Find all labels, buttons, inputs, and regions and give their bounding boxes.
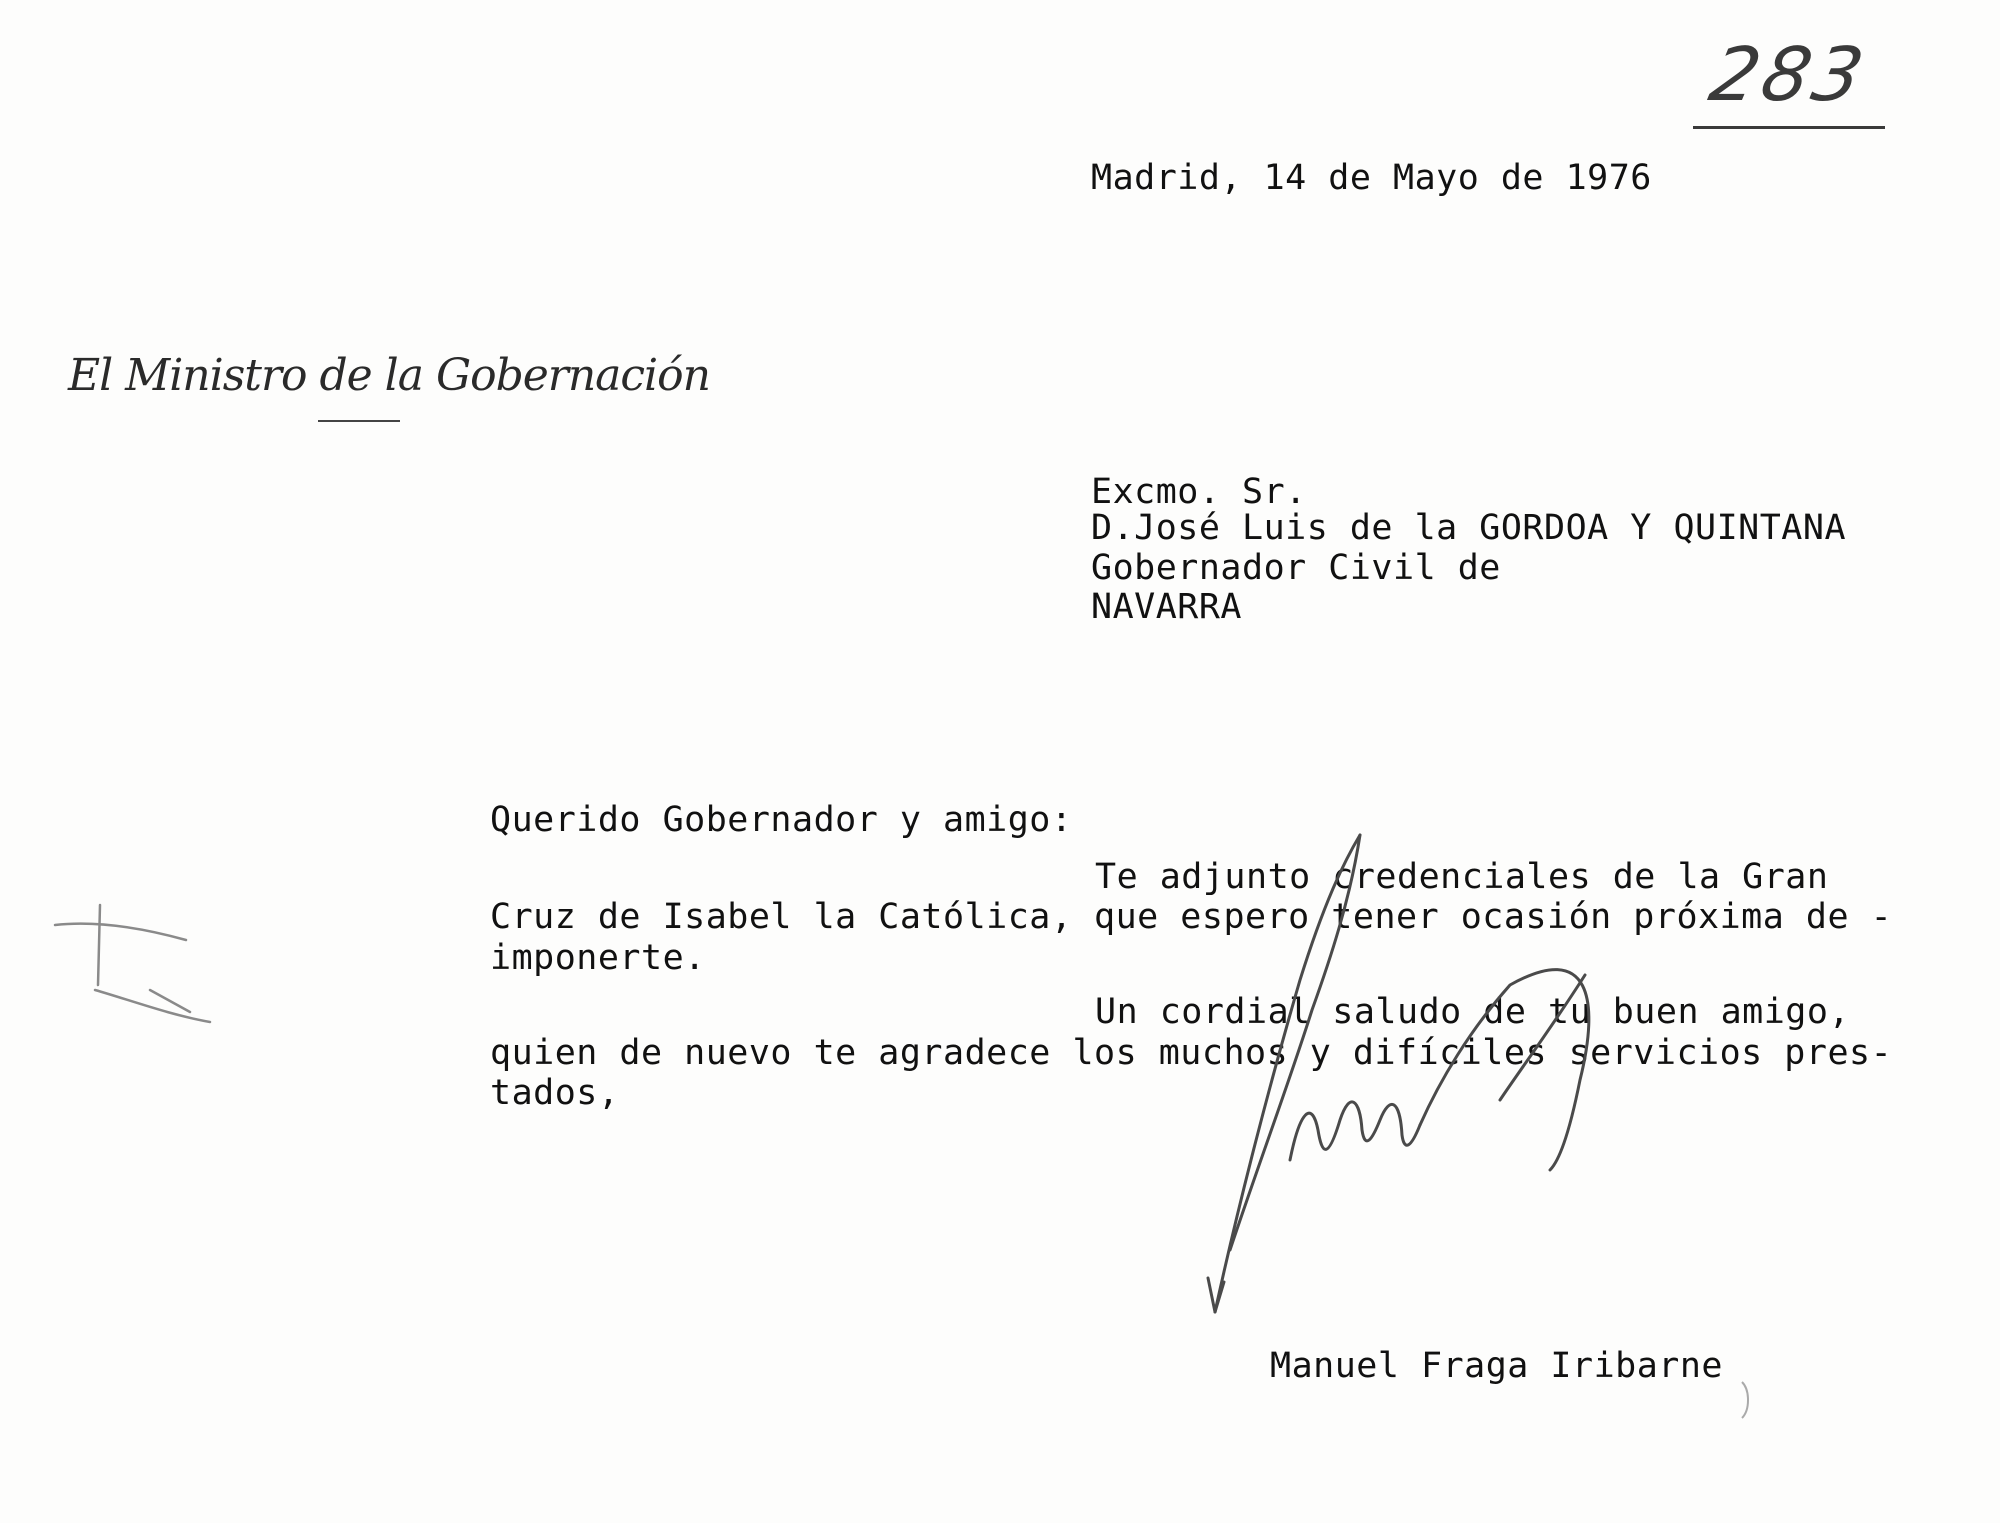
salutation: Querido Gobernador y amigo:: [490, 800, 1073, 840]
recipient-title: Excmo. Sr.: [1091, 472, 1307, 512]
letterhead: El Ministro de la Gobernación: [68, 350, 710, 401]
body-paragraph-2-line-1: Un cordial saludo de tu buen amigo,: [1095, 992, 1851, 1032]
signatory-name: Manuel Fraga Iribarne: [1270, 1346, 1724, 1386]
letterhead-underline: [318, 420, 400, 422]
body-paragraph-1-line-3: imponerte.: [490, 938, 706, 978]
page-number-underline: [1693, 126, 1885, 129]
recipient-position: Gobernador Civil de: [1091, 548, 1501, 588]
body-paragraph-1-line-2: Cruz de Isabel la Católica, que espero tener ocasión próxima de -: [490, 897, 1893, 937]
recipient-name: D.José Luis de la GORDOA Y QUINTANA: [1091, 508, 1847, 548]
bracket-mark: [1742, 1382, 1748, 1418]
handwritten-page-number: 283: [1702, 32, 1875, 118]
body-paragraph-1-line-1: Te adjunto credenciales de la Gran: [1095, 857, 1829, 897]
recipient-province: NAVARRA: [1091, 587, 1243, 627]
body-paragraph-2-line-3: tados,: [490, 1073, 620, 1113]
body-paragraph-2-line-2: quien de nuevo te agradece los muchos y difíciles servicios pres-: [490, 1033, 1893, 1073]
date-line: Madrid, 14 de Mayo de 1976: [1091, 158, 1652, 198]
margin-cross-mark: [55, 905, 210, 1022]
